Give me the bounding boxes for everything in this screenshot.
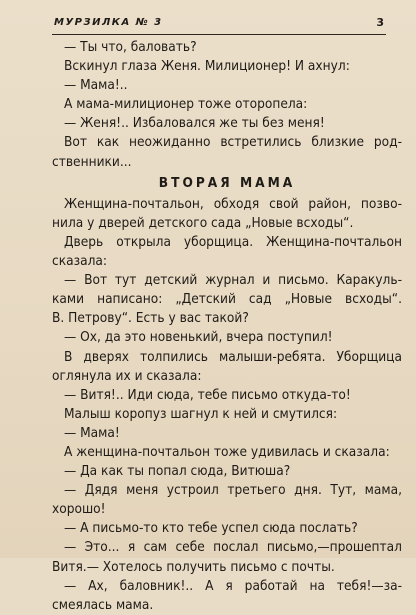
text-line: нила у дверей детского сада „Новые всходы“.	[52, 214, 354, 231]
text-line: Вот как неожиданно встретились близкие род-	[64, 134, 402, 151]
text-line: В. Петрову“. Есть у вас такой?	[52, 310, 249, 327]
text-line: — Ах, баловник!.. А я работай на тебя!—за-	[64, 577, 402, 594]
text-line: — Это... я сам себе послал письмо,—прошептал	[64, 539, 402, 556]
article-body	[52, 38, 402, 615]
section-title: ВТОРАЯ МАМА	[158, 174, 296, 191]
story-second-mama	[52, 195, 402, 615]
text-line: — Ох, да это новенький, вчера поступил!	[64, 329, 333, 346]
text-line: — Витя!.. Иди сюда, тебе письмо откуда-то!	[64, 386, 351, 403]
text-line: Малыш коропуз шагнул к ней и смутился:	[64, 405, 338, 422]
page-header	[52, 14, 386, 35]
text-line: — Да как ты попал сюда, Витюша?	[64, 463, 291, 480]
text-line: ственники...	[52, 153, 132, 170]
text-line: смеялась мама.	[52, 596, 154, 613]
text-line: Вскинул глаза Женя. Милиционер! И ахнул:	[64, 58, 350, 75]
text-line: сказала:	[52, 253, 108, 270]
text-line: оглянула их и сказала:	[52, 367, 202, 384]
text-line: — Мама!	[64, 424, 120, 441]
text-line: А женщина-почтальон тоже удивилась и сказала:	[64, 443, 390, 460]
running-head: МУРЗИЛКА № 3	[54, 17, 163, 28]
text-line: А мама-милиционер тоже оторопела:	[64, 96, 308, 113]
text-line: — Мама!..	[64, 77, 128, 94]
text-line: Женщина-почтальон, обходя свой район, позво-	[64, 195, 402, 212]
page-number: 3	[376, 16, 384, 29]
text-line: — Женя!.. Избаловался же ты без меня!	[64, 115, 325, 132]
text-line: — Ты что, баловать?	[64, 39, 197, 55]
text-line: ками написано: „Детский сад „Новые всходы“.	[52, 291, 402, 308]
text-line: В дверях толпились малыши-ребята. Уборщица	[64, 348, 402, 365]
text-line: — Вот тут детский журнал и письмо. Каракуль-	[64, 272, 402, 289]
text-line: — А письмо-то кто тебе успел сюда послать?	[64, 520, 358, 537]
text-line: — Дядя меня устроил третьего дня. Тут, мама,	[64, 482, 402, 499]
text-line: Витя.— Хотелось получить письмо с почты.	[52, 558, 335, 575]
story-ending	[52, 38, 402, 172]
text-line: хорошо!	[52, 501, 106, 518]
text-line: Дверь открыла уборщица. Женщина-почтальон	[64, 233, 402, 250]
